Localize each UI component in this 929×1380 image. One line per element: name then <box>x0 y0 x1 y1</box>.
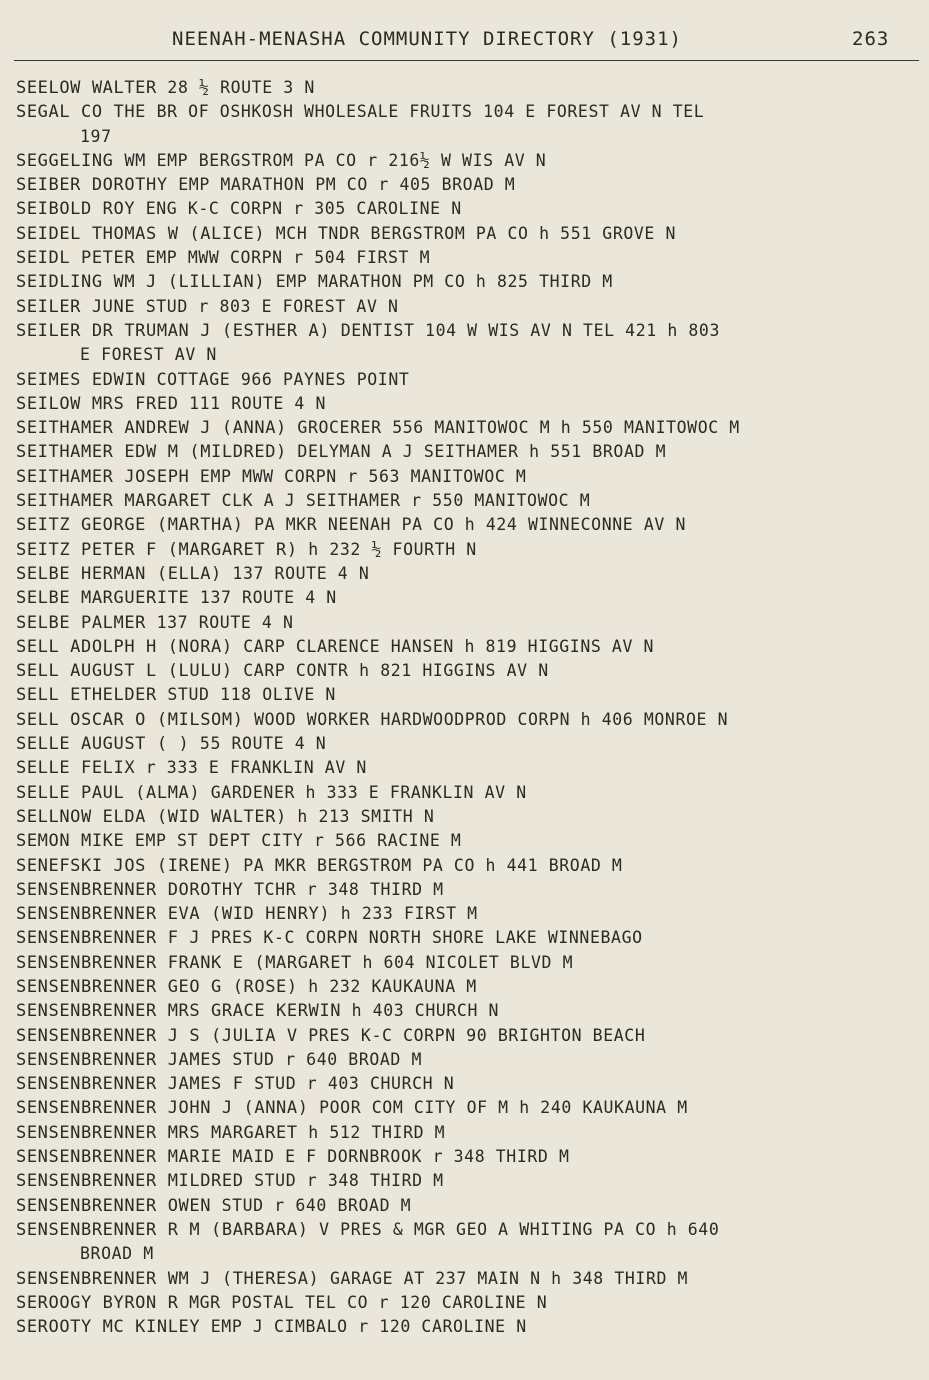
directory-entry <box>16 76 921 100</box>
entry-details: EMP J CIMBALO r 120 CAROLINE N <box>210 1317 527 1337</box>
directory-entry <box>16 489 921 513</box>
entry-details: ENG K-C CORPN r 305 CAROLINE N <box>145 199 462 219</box>
entry-name: SEMON MIKE <box>16 831 125 852</box>
entry-name: SENSENBRENNER MILDRED <box>16 1171 244 1192</box>
directory-entry <box>16 635 921 659</box>
entry-name: SEITHAMER EDW M (MILDRED) <box>16 442 287 463</box>
entry-details: STUD r 348 THIRD M <box>254 1171 444 1191</box>
directory-entry <box>16 1024 921 1048</box>
entry-name: SEITHAMER MARGARET <box>16 491 212 512</box>
entry-name: SEROOGY BYRON R <box>16 1292 179 1313</box>
directory-entry <box>16 902 921 926</box>
directory-entry <box>16 683 921 707</box>
entry-name: SEIDEL THOMAS W (ALICE) <box>16 223 266 244</box>
entry-details: WOOD WORKER HARDWOODPROD CORPN h 406 MONROE N <box>254 709 729 729</box>
directory-entry <box>16 829 921 853</box>
directory-entry <box>16 538 921 562</box>
entry-name: SEGGELING WM <box>16 150 147 171</box>
directory-entry <box>16 1048 921 1072</box>
directory-entries <box>16 76 921 1339</box>
entry-name: SELL ETHELDER <box>16 685 157 706</box>
directory-entry <box>16 1072 921 1096</box>
entry-name: SELBE MARGUERITE <box>16 588 190 609</box>
directory-entry <box>16 1291 921 1315</box>
entry-name: SELLNOW ELDA (WID WALTER) <box>16 806 287 827</box>
entry-name: SEITZ PETER F (MARGARET R) <box>16 539 298 560</box>
entry-name: SELLE AUGUST ( ) <box>16 734 190 755</box>
entry-details: r 333 E FRANKLIN AV N <box>145 758 367 778</box>
entry-name: SENSENBRENNER EVA (WID HENRY) <box>16 904 331 925</box>
entry-name: SENSENBRENNER OWEN <box>16 1195 212 1216</box>
directory-entry <box>16 319 921 368</box>
directory-entry <box>16 586 921 610</box>
entry-details: STUD r 803 E FOREST AV N <box>145 296 399 316</box>
entry-details: STUD r 640 BROAD M <box>232 1049 423 1069</box>
entry-details: GARDENER h 333 E FRANKLIN AV N <box>210 782 527 802</box>
entry-details: 28 ½ ROUTE 3 N <box>167 78 315 97</box>
directory-entry <box>16 173 921 197</box>
entry-name: SEILER DR TRUMAN J (ESTHER A) <box>16 320 331 341</box>
entry-details: PRES K-C CORPN NORTH SHORE LAKE WINNEBAGO <box>210 928 643 948</box>
entry-continuation: 197 <box>80 126 112 146</box>
entry-details: EMP MARATHON PM CO r 405 BROAD M <box>178 175 516 195</box>
entry-details: 137 ROUTE 4 N <box>199 588 337 608</box>
entry-details: POOR COM CITY OF M h 240 KAUKAUNA M <box>319 1098 688 1118</box>
entry-continuation: BROAD M <box>80 1244 154 1264</box>
page-number: 263 <box>852 28 890 50</box>
directory-entry <box>16 246 921 270</box>
directory-entry <box>16 440 921 464</box>
entry-details: MGR POSTAL TEL CO r 120 CAROLINE N <box>189 1292 548 1312</box>
entry-name: SELL OSCAR O (MILSOM) <box>16 709 244 730</box>
entry-details: PA MKR BERGSTROM PA CO h 441 BROAD M <box>243 855 623 875</box>
directory-entry <box>16 732 921 756</box>
directory-entry <box>16 999 921 1023</box>
entry-details: CARP CONTR h 821 HIGGINS AV N <box>243 661 549 681</box>
entry-name: SELLE PAUL (ALMA) <box>16 782 201 803</box>
entry-details: 55 ROUTE 4 N <box>199 734 327 754</box>
entry-name: SENSENBRENNER GEO G (ROSE) <box>16 976 298 997</box>
entry-name: SEITHAMER ANDREW J (ANNA) <box>16 418 287 439</box>
entry-name: SENSENBRENNER R M (BARBARA) <box>16 1219 309 1240</box>
entry-details: STUD 118 OLIVE N <box>167 685 336 705</box>
page-header <box>0 22 929 58</box>
entry-details: EMP MARATHON PM CO h 825 THIRD M <box>275 272 613 292</box>
entry-details: 137 ROUTE 4 N <box>232 563 370 583</box>
entry-details: GARAGE AT 237 MAIN N h 348 THIRD M <box>329 1268 689 1288</box>
entry-details: 111 ROUTE 4 N <box>189 393 327 413</box>
directory-entry <box>16 197 921 221</box>
entry-details: GROCERER 556 MANITOWOC M h 550 MANITOWOC M <box>297 418 740 438</box>
entry-details: h 232 KAUKAUNA M <box>308 976 477 996</box>
directory-entry <box>16 1121 921 1145</box>
directory-entry <box>16 756 921 780</box>
entry-name: SENSENBRENNER J S (JULIA V <box>16 1025 298 1046</box>
entry-name: SEILOW MRS FRED <box>16 393 179 414</box>
entry-details: 137 ROUTE 4 N <box>156 612 294 632</box>
entry-name: SEELOW WALTER <box>16 78 157 98</box>
entry-details: EMP MWW CORPN r 563 MANITOWOC M <box>199 466 527 486</box>
directory-entry <box>16 465 921 489</box>
entry-details: STUD r 640 BROAD M <box>221 1195 412 1215</box>
entry-details: h 403 CHURCH N <box>351 1001 500 1021</box>
entry-details: DELYMAN A J SEITHAMER h 551 BROAD M <box>297 442 667 462</box>
directory-entry <box>16 1218 921 1267</box>
entry-details: h 232 ½ FOURTH N <box>308 539 477 559</box>
directory-entry <box>16 708 921 732</box>
directory-entry <box>16 926 921 950</box>
directory-entry <box>16 1169 921 1193</box>
entry-name: SENSENBRENNER MARIE <box>16 1147 222 1168</box>
entry-name: SELBE PALMER <box>16 612 147 633</box>
entry-name: SEITZ GEORGE (MARTHA) <box>16 515 244 536</box>
directory-entry <box>16 1194 921 1218</box>
entry-details: EMP BERGSTROM PA CO r 216½ W WIS AV N <box>156 150 547 170</box>
entry-name: SELBE HERMAN (ELLA) <box>16 563 222 584</box>
entry-details: MAID E F DORNBROOK r 348 THIRD M <box>232 1147 570 1167</box>
entry-name: SENSENBRENNER FRANK E (MARGARET <box>16 952 352 973</box>
directory-entry <box>16 392 921 416</box>
directory-entry <box>16 368 921 392</box>
entry-details: EMP ST DEPT CITY r 566 RACINE M <box>134 831 462 851</box>
directory-entry <box>16 611 921 635</box>
directory-entry <box>16 805 921 829</box>
directory-entry <box>16 295 921 319</box>
entry-name: SENSENBRENNER F J <box>16 928 201 949</box>
entry-details: TCHR r 348 THIRD M <box>254 879 444 899</box>
entry-name: SENSENBRENNER WM J (THERESA) <box>16 1268 320 1289</box>
entry-name: SEROOTY MC KINLEY <box>16 1317 201 1338</box>
entry-details: MCH TNDR BERGSTROM PA CO h 551 GROVE N <box>275 223 677 243</box>
directory-entry <box>16 781 921 805</box>
directory-entry <box>16 222 921 246</box>
entry-name: SENSENBRENNER DOROTHY <box>16 879 244 900</box>
entry-details: h 512 THIRD M <box>308 1122 446 1142</box>
entry-name: SENSENBRENNER MRS GRACE KERWIN <box>16 1001 342 1022</box>
entry-details: CLK A J SEITHAMER r 550 MANITOWOC M <box>221 491 591 511</box>
entry-details: DENTIST 104 W WIS AV N TEL 421 h 803 <box>340 320 720 340</box>
entry-details: PA MKR NEENAH PA CO h 424 WINNECONNE AV N <box>254 515 686 535</box>
directory-entry <box>16 659 921 683</box>
entry-name: SENSENBRENNER JAMES <box>16 1049 222 1070</box>
directory-entry <box>16 975 921 999</box>
entry-details: CARP CLARENCE HANSEN h 819 HIGGINS AV N <box>243 636 655 656</box>
entry-name: SELLE FELIX <box>16 758 136 779</box>
entry-continuation: E FOREST AV N <box>80 345 217 365</box>
entry-name: SENSENBRENNER JOHN J (ANNA) <box>16 1098 309 1119</box>
entry-details: BR OF OSHKOSH WHOLESALE FRUITS 104 E FOREST AV N TEL <box>156 102 705 122</box>
entry-name: SEIBER DOROTHY <box>16 175 168 196</box>
directory-entry <box>16 1267 921 1291</box>
directory-entry <box>16 1145 921 1169</box>
entry-name: SENEFSKI JOS (IRENE) <box>16 855 233 876</box>
entry-name: SEITHAMER JOSEPH <box>16 466 190 487</box>
entry-name: SEIBOLD ROY <box>16 199 136 220</box>
entry-name: SEIDL PETER <box>16 248 136 269</box>
entry-details: COTTAGE 966 PAYNES POINT <box>156 369 410 389</box>
entry-name: SEILER JUNE <box>16 296 136 317</box>
header-rule <box>14 60 919 61</box>
directory-entry <box>16 1096 921 1120</box>
directory-entry <box>16 100 921 149</box>
entry-name: SEGAL CO THE <box>16 102 147 123</box>
entry-name: SEIDLING WM J (LILLIAN) <box>16 272 266 293</box>
entry-details: STUD r 403 CHURCH N <box>254 1074 455 1094</box>
entry-name: SENSENBRENNER MRS MARGARET <box>16 1122 298 1143</box>
entry-details: h 233 FIRST M <box>340 904 478 924</box>
entry-name: SENSENBRENNER JAMES F <box>16 1074 244 1095</box>
entry-details: h 604 NICOLET BLVD M <box>362 952 574 972</box>
directory-entry <box>16 878 921 902</box>
directory-entry <box>16 270 921 294</box>
entry-name: SEIMES EDWIN <box>16 369 147 390</box>
entry-details: V PRES & MGR GEO A WHITING PA CO h 640 <box>319 1219 720 1239</box>
directory-entry <box>16 513 921 537</box>
directory-entry <box>16 951 921 975</box>
directory-entry <box>16 562 921 586</box>
entry-details: PRES K-C CORPN 90 BRIGHTON BEACH <box>308 1025 646 1045</box>
directory-entry <box>16 149 921 173</box>
directory-entry <box>16 854 921 878</box>
entry-name: SELL AUGUST L (LULU) <box>16 661 233 682</box>
directory-title: NEENAH-MENASHA COMMUNITY DIRECTORY (1931) <box>172 28 682 50</box>
entry-details: h 213 SMITH N <box>297 806 435 826</box>
entry-details: EMP MWW CORPN r 504 FIRST M <box>145 248 431 268</box>
entry-name: SELL ADOLPH H (NORA) <box>16 636 233 657</box>
directory-entry <box>16 1315 921 1339</box>
directory-entry <box>16 416 921 440</box>
